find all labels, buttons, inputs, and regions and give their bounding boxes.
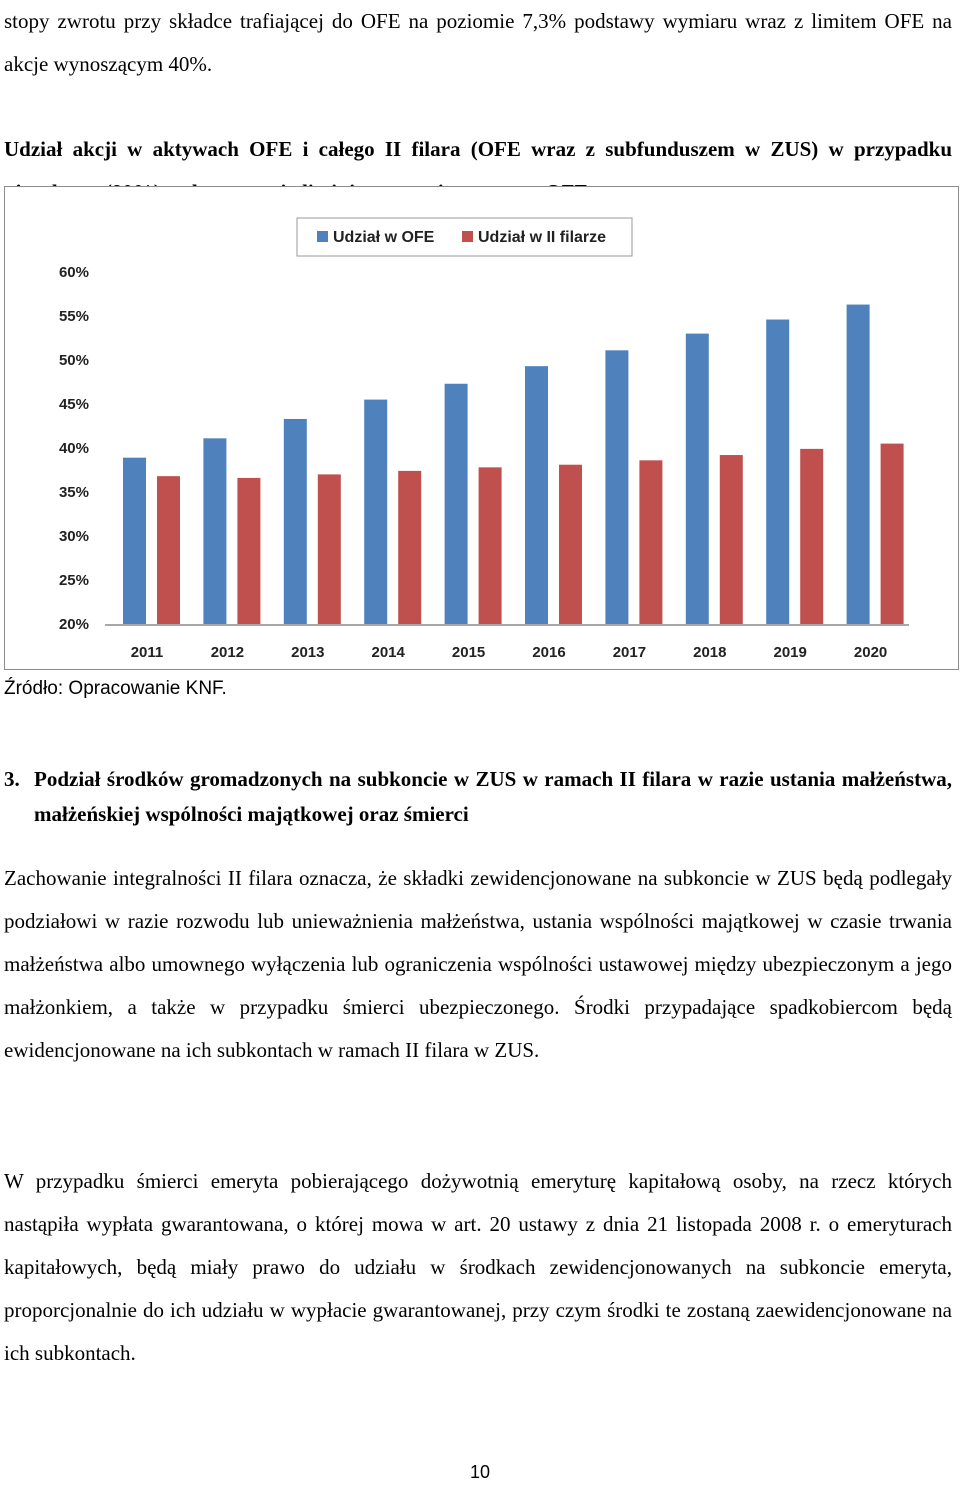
bar-ofe — [686, 334, 709, 624]
legend-label: Udział w II filarze — [478, 229, 607, 246]
bar-ii-filar — [720, 455, 743, 624]
bar-ii-filar — [398, 471, 421, 624]
legend-swatch — [317, 231, 328, 242]
section-title: Podział środków gromadzonych na subkoncie w ZUS w ramach II filara w razie ustania małżeństwa, małżeńskiej wspólności majątkowej oraz śmierci — [34, 767, 952, 826]
y-tick-label: 35% — [58, 484, 89, 501]
chart-frame — [4, 186, 959, 670]
bar-ii-filar — [157, 476, 180, 624]
bar-ofe — [525, 366, 548, 624]
bar-ofe — [364, 400, 387, 624]
x-tick-label: 2012 — [210, 644, 245, 661]
x-tick-label: 2014 — [371, 644, 405, 661]
bar-ofe — [284, 419, 307, 624]
x-tick-label: 2013 — [291, 644, 325, 661]
x-tick-label: 2019 — [773, 644, 807, 661]
intro-paragraph: stopy zwrotu przy składce trafiającej do OFE na poziomie 7,3% podstawy wymiaru wraz z limitem OFE na akcje wynoszącym 40%. — [4, 9, 952, 76]
legend-label: Udział w OFE — [333, 229, 435, 246]
x-tick-label: 2015 — [451, 644, 486, 661]
bar-ii-filar — [881, 444, 904, 624]
bar-ofe — [766, 320, 789, 624]
y-tick-label: 60% — [58, 264, 89, 281]
bar-ofe — [445, 384, 468, 624]
bar-ii-filar — [800, 449, 823, 624]
body-paragraph-2: W przypadku śmierci emeryta pobierającego dożywotnią emeryturę kapitałową osoby, na rzecz których nastąpiła wypłata gwarantowana, o której mowa w art. 20 ustawy z dnia 21 listopada 2008 r. o emeryturach kapitałowych, będą miały prawo do udziału w środkach zewidencjonowanych na subkoncie emeryta, proporcjonalnie do ich udziału w wypłacie gwarantowanej, przy czym środki te zostaną zaewidencjonowane na ich subkontach. — [4, 1169, 952, 1365]
y-tick-label: 20% — [58, 616, 89, 633]
bar-chart — [5, 187, 958, 669]
section-number: 3. — [4, 767, 20, 791]
y-tick-label: 25% — [58, 572, 89, 589]
bar-ii-filar — [559, 465, 582, 624]
bar-ofe — [123, 458, 146, 624]
x-tick-label: 2016 — [532, 644, 566, 661]
x-tick-label: 2018 — [693, 644, 727, 661]
bar-ii-filar — [479, 467, 502, 624]
bar-ii-filar — [318, 474, 341, 624]
y-tick-label: 40% — [58, 440, 89, 457]
bar-ofe — [605, 350, 628, 624]
body-paragraph-1: Zachowanie integralności II filara oznacza, że składki zewidencjonowane na subkoncie w ZUS będą podlegały podziałowi w razie rozwodu lub unieważnienia małżeństwa, ustania wspólności majątkowej w czasie trwania małżeństwa albo umownego wyłączenia lub ograniczenia wspólności ustawowej między ubezpieczonym a jego małżonkiem, a także w przypadku śmierci ubezpieczonego. Środki przypadające spadkobiercom będą ewidencjonowane na ich subkontach w ramach II filara w ZUS. — [4, 866, 952, 1062]
legend-swatch — [462, 231, 473, 242]
x-tick-label: 2020 — [853, 644, 888, 661]
section-heading — [4, 762, 952, 832]
page-number: 10 — [469, 1462, 491, 1482]
y-tick-label: 30% — [58, 528, 89, 545]
y-tick-label: 50% — [58, 352, 89, 369]
source-note: Źródło: Opracowanie KNF. — [4, 678, 227, 699]
y-tick-label: 45% — [58, 396, 89, 413]
chart-title: Udział akcji w aktywach OFE i całego II filara (OFE wraz z subfunduszem w ZUS) w przypadku — [4, 137, 952, 161]
y-tick-label: 55% — [58, 308, 89, 325]
x-tick-label: 2017 — [612, 644, 647, 661]
bar-ofe — [847, 305, 870, 624]
bar-ofe — [203, 438, 226, 624]
x-tick-label: 2011 — [130, 644, 164, 661]
bar-ii-filar — [237, 478, 260, 624]
bar-ii-filar — [639, 460, 662, 624]
